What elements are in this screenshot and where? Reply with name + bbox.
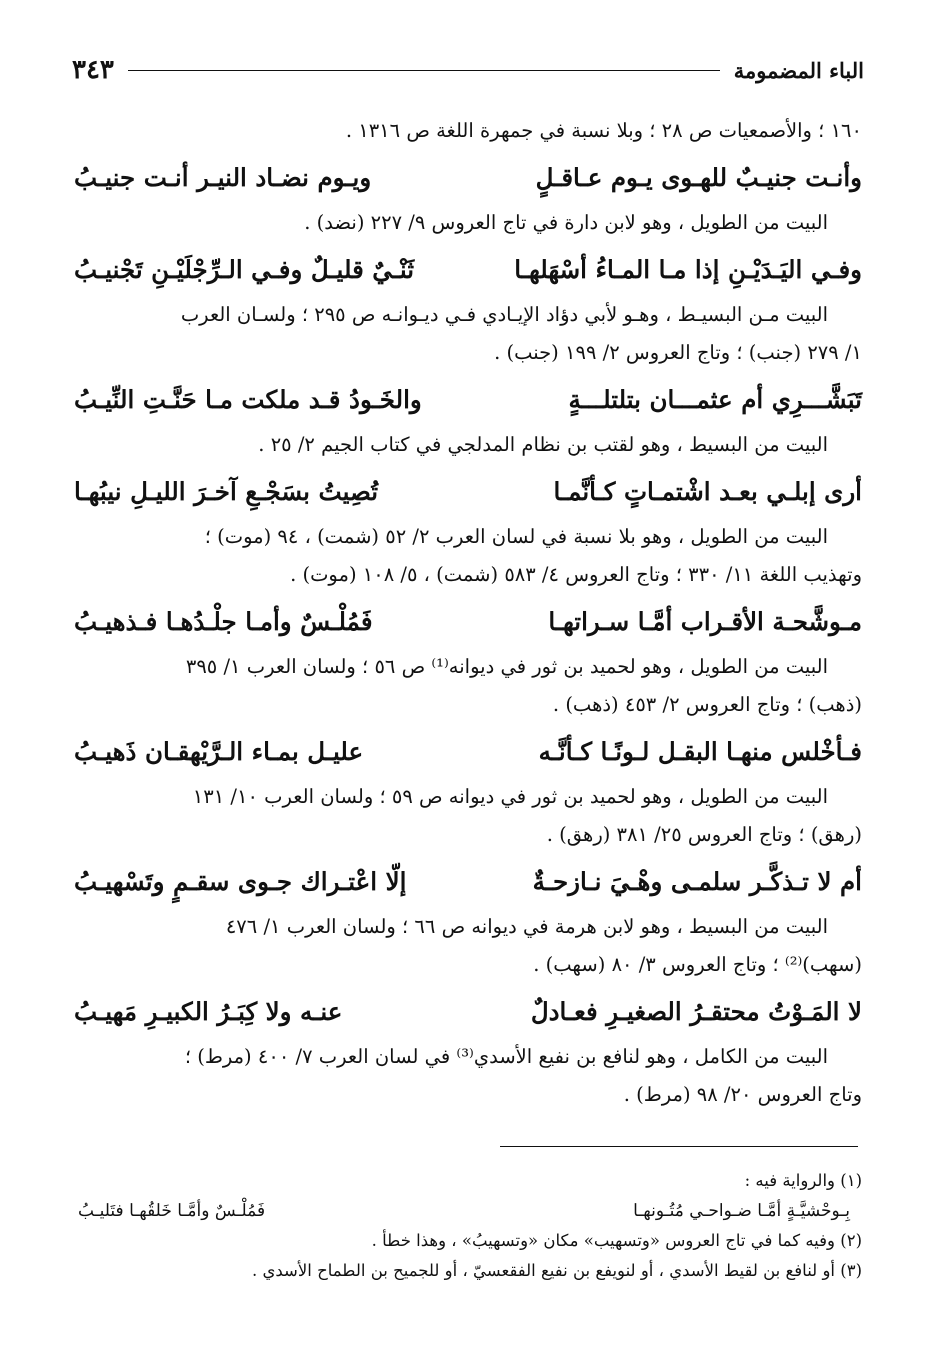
verse-line	[74, 854, 862, 908]
verse-note: البيت مـن البسيـط ، وهـو لأبي دؤاد الإيـادي فـي ديـوانـه ص ٢٩٥ ؛ ولسـان العرب	[180, 303, 828, 326]
verse-first-half: وأنـت جنيـبٌ للهـوى يـوم عـاقـلٍ	[535, 162, 862, 192]
verse-line	[74, 984, 862, 1038]
verse-first-half: مـوشَّحـة الأقـراب أمَّـا سـراتهـا	[548, 606, 862, 636]
verse-first-half: فـأخْلس منهـا البقـل لـونًـا كـأنَّـه	[538, 736, 862, 766]
verse-note: البيت من الطويل ، وهو بلا نسبة في لسان العرب ٢/ ٥٢ (شمت) ، ٩٤ (موت) ؛	[204, 525, 828, 548]
page-body	[74, 112, 862, 1114]
verse-first-half: تَبَشَّـــرِي أم عثمـــان بتلتلـــةٍ	[568, 384, 862, 414]
verse-note: البيت من البسيط ، وهو لابن هرمة في ديوانه ص ٦٦ ؛ ولسان العرب ١/ ٤٧٦	[225, 915, 828, 938]
page-number: ٣٤٣	[72, 55, 114, 85]
verse-note: البيت من الطويل ، وهو لحميد بن ثور في ديوانه⁽¹⁾ ص ٥٦ ؛ ولسان العرب ١/ ٣٩٥	[185, 655, 828, 678]
verse-second-half: ويـوم نضـاد النيـر أنـت جنيـبُ	[74, 162, 372, 192]
verse-first-half: أرى إبلـي بعـد اشْتمـاتٍ كـأنَّمـا	[553, 476, 862, 506]
verse-note-continuation: وتهذيب اللغة ١١/ ٣٣٠ ؛ وتاج العروس ٤/ ٥٨٣ (شمت) ، ٥/ ١٠٨ (موت) .	[290, 563, 862, 586]
verse-note-continuation: وتاج العروس ٢٠/ ٩٨ (مرط) .	[623, 1083, 862, 1106]
verse-note-continuation: (ذهب) ؛ وتاج العروس ٢/ ٤٥٣ (ذهب) .	[552, 693, 862, 716]
footnote-1-verse-second-half: فَمُلْـسٌ وأمَّـا خَلقُهـا فتَليـبُ	[78, 1201, 266, 1221]
verse-second-half: ثَنْـيٌ قليـلٌ وفـي الـرِّجْلَيْـنِ تَجْنيـبُ	[74, 254, 415, 284]
verse-note: البيت من الكامل ، وهو لنافع بن نفيع الأسدي⁽³⁾ في لسان العرب ٧/ ٤٠٠ (مرط) ؛	[184, 1045, 828, 1068]
verse-line	[74, 464, 862, 518]
verse-second-half: إلّا اعْتـراك جـوى سقـمٍ وتَسْهيـبُ	[74, 866, 407, 896]
verse-note: البيت من الطويل ، وهو لحميد بن ثور في ديوانه ص ٥٩ ؛ ولسان العرب ١٠/ ١٣١	[192, 785, 828, 808]
verse-line	[74, 372, 862, 426]
footnote-2: (٢) وفيه كما في تاج العروس «وتسهيب» مكان «وتسهيبُ» ، وهذا خطأ .	[371, 1231, 862, 1250]
verse-first-half: وفـي اليَـدَيْـنِ إذا مـا المـاءُ أسْهَلهـا	[514, 254, 862, 284]
verse-note: البيت من البسيط ، وهو لقتب بن نظام المدلجي في كتاب الجيم ٢/ ٢٥ .	[258, 433, 828, 456]
page-header	[72, 52, 864, 88]
verse-note-continuation: (سهب)⁽²⁾ ؛ وتاج العروس ٣/ ٨٠ (سهب) .	[533, 953, 862, 976]
footnote-separator	[500, 1146, 858, 1147]
verse-second-half: تُصِيتُ بسَجْـعِ آخـرَ الليـلِ نيبُهـا	[74, 476, 379, 506]
verse-line	[74, 724, 862, 778]
verse-first-half: أم لا تـذكَّـر سلمـى وهْـيَ نـازحـةٌ	[532, 866, 862, 896]
verse-first-half: لا المَـوْتُ محتقـرُ الصغيـرِ فعـادلٌ	[530, 996, 862, 1026]
footnotes	[74, 1166, 862, 1286]
verse-note: البيت من الطويل ، وهو لابن دارة في تاج العروس ٩/ ٢٢٧ (نضد) .	[304, 211, 828, 234]
verse-line	[74, 150, 862, 204]
verse-note-continuation: ١/ ٢٧٩ (جنب) ؛ وتاج العروس ٢/ ١٩٩ (جنب) .	[494, 341, 862, 364]
verse-note: ١٦٠ ؛ والأصمعيات ص ٢٨ ؛ وبلا نسبة في جمهرة اللغة ص ١٣١٦ .	[345, 119, 862, 142]
footnote-1-label: (١) والرواية فيه :	[744, 1171, 862, 1190]
verse-second-half: عنـه ولا كِبَـرُ الكبيـرِ مَهيـبُ	[74, 996, 343, 1026]
verse-second-half: والخَـودُ قـد ملكت مـا حَنَّـتِ النِّيـبُ	[74, 384, 422, 414]
chapter-title: الباء المضمومة	[733, 57, 864, 83]
verse-line	[74, 594, 862, 648]
verse-second-half: فَمُلْـسٌ وأمـا جلْـدُهـا فـذهيـبُ	[74, 606, 373, 636]
header-rule	[128, 70, 720, 71]
footnote-1-verse	[74, 1196, 862, 1226]
verse-second-half: عليـل بمـاء الـرَّيْهقـان ذَهيـبُ	[74, 736, 364, 766]
verse-line	[74, 242, 862, 296]
verse-note-continuation: (رهق) ؛ وتاج العروس ٢٥/ ٣٨١ (رهق) .	[546, 823, 862, 846]
footnote-1-verse-first-half: بِـوحْشيَّـةٍ أمَّـا ضـواحـي مُتُـونهـا	[633, 1201, 850, 1221]
footnote-3: (٣) أو لنافع بن لقيط الأسدي ، أو لنويفع بن نفيع الفقعسيّ ، أو للجميح بن الطماح الأسدي .	[251, 1261, 862, 1280]
